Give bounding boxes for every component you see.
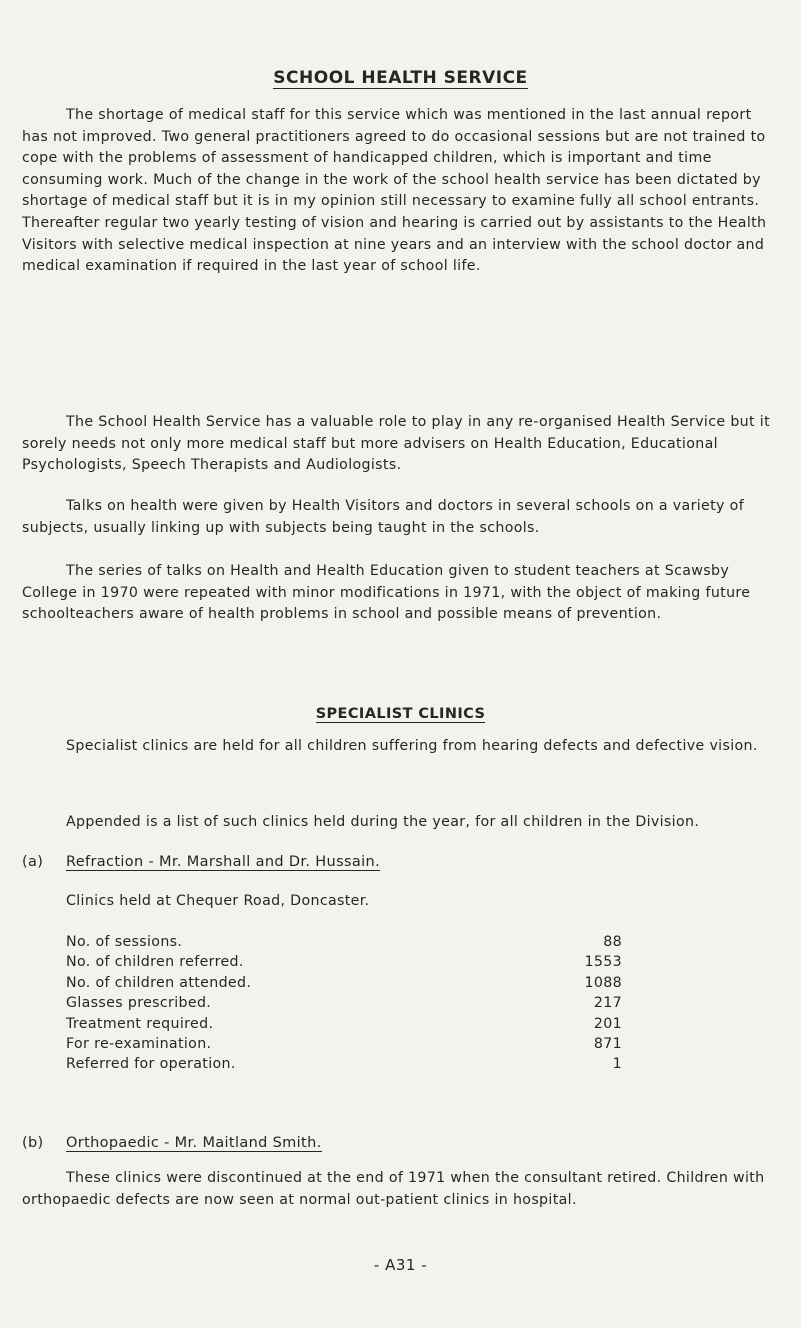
paragraph-orthopaedic-discontinued: These clinics were discontinued at the end of 1971 when the consultant retired. Children with orthopaedic defects are now seen at normal out-patient clinics in hospital. xyxy=(22,1170,765,1208)
item-letter-a: (a) xyxy=(22,854,44,870)
stat-row xyxy=(66,932,622,952)
stat-value: 1 xyxy=(612,1056,622,1073)
clinic-location: Clinics held at Chequer Road, Doncaster. xyxy=(66,893,370,909)
stat-value: 88 xyxy=(603,934,622,950)
paragraph-health-talks: Talks on health were given by Health Visitors and doctors in several schools on a variety of subjects, usually linking up with subjects being taught in the schools. xyxy=(22,498,745,536)
stat-label: Referred for operation. xyxy=(66,1056,236,1073)
item-heading-refraction xyxy=(22,854,380,870)
item-heading-text-a: Refraction - Mr. Marshall and Dr. Hussain. xyxy=(66,854,381,870)
stat-row xyxy=(66,952,622,972)
stat-label: No. of children attended. xyxy=(66,974,252,991)
paragraph-specialist-clinics: Specialist clinics are held for all children suffering from hearing defects and defective vision. xyxy=(66,738,758,754)
page-title: SCHOOL HEALTH SERVICE xyxy=(273,68,528,88)
page-number: - A31 - xyxy=(373,1256,428,1274)
stat-row xyxy=(66,1054,622,1074)
stat-row xyxy=(66,1034,622,1054)
refraction-stats-table xyxy=(66,932,622,1075)
paragraph-appended-list: Appended is a list of such clinics held during the year, for all children in the Division. xyxy=(66,814,700,830)
stat-label: Treatment required. xyxy=(66,1015,214,1032)
stat-value: 201 xyxy=(593,1015,622,1032)
stat-row xyxy=(66,1014,622,1034)
paragraph-staff-shortage: The shortage of medical staff for this service which was mentioned in the last annual report has not improved. Two general practitioners agreed to do occasional sessions but are not trained to cope with the problems of assessment of handicapped children, which is important and time consuming work. Much of the change in the work of the school health service has been dictated by shortage of medical staff but it is in my opinion still necessary to examine fully all school entrants. Thereafter regular two yearly testing of vision and hearing is carried out by assistants to the Health Visitors with selective medical inspection at nine years and an interview with the school doctor and medical examination if required in the last year of school life. xyxy=(22,107,767,275)
item-heading-text-b: Orthopaedic - Mr. Maitland Smith. xyxy=(66,1135,322,1151)
section-title-specialist-clinics: SPECIALIST CLINICS xyxy=(315,706,486,722)
stat-value: 217 xyxy=(593,995,622,1012)
stat-label: No. of children referred. xyxy=(66,954,244,971)
item-heading-orthopaedic xyxy=(22,1135,322,1151)
stat-row xyxy=(66,993,622,1013)
stat-row xyxy=(66,973,622,993)
stat-label: No. of sessions. xyxy=(66,934,183,950)
paragraph-student-teacher-talks: The series of talks on Health and Health Education given to student teachers at Scawsby College in 1970 were repeated with minor modifications in 1971, with the object of making future schoolteachers aware of health problems in school and possible means of prevention. xyxy=(22,563,751,623)
stat-value: 1553 xyxy=(584,954,622,971)
stat-label: Glasses prescribed. xyxy=(66,995,212,1012)
stat-value: 871 xyxy=(593,1035,622,1052)
stat-label: For re-examination. xyxy=(66,1035,212,1052)
stat-value: 1088 xyxy=(584,974,622,991)
item-letter-b: (b) xyxy=(22,1135,44,1151)
paragraph-role-of-service: The School Health Service has a valuable role to play in any re-organised Health Service but it sorely needs not only more medical staff but more advisers on Health Education, Educational Psychologists, Speech Therapists and Audiologists. xyxy=(22,414,770,474)
